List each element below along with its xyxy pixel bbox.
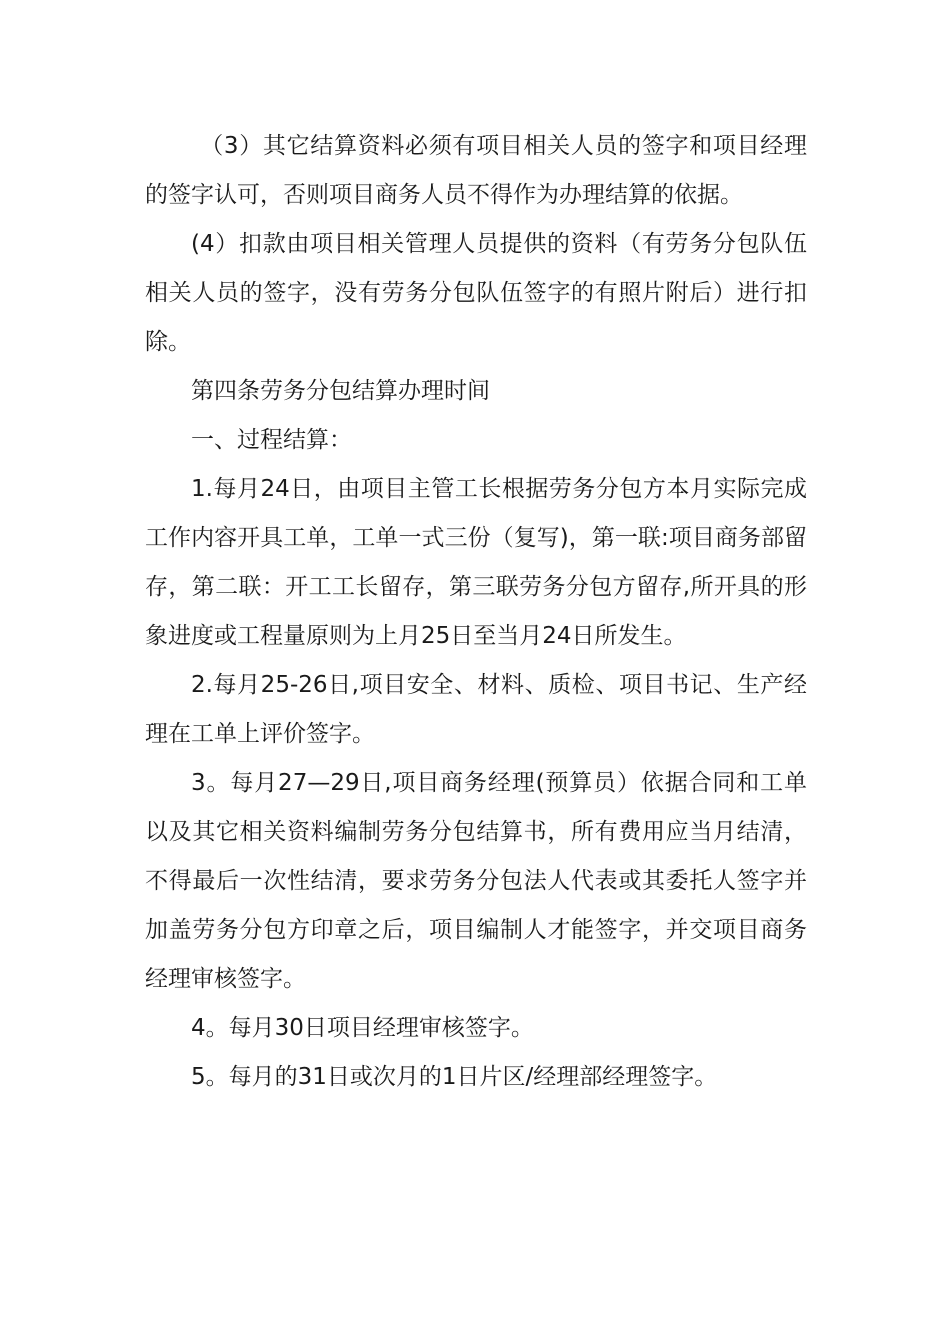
paragraph-deductions: (4）扣款由项目相关管理人员提供的资料（有劳务分包队伍相关人员的签字，没有劳务分包队伍签字的有照片附后）进行扣除。 (145, 231, 807, 355)
paragraph-step-4: 4。每月30日项目经理审核签字。 (191, 1015, 534, 1041)
paragraph-step-5: 5。每月的31日或次月的1日片区/经理部经理签字。 (191, 1064, 718, 1090)
paragraph-settlement-signatures: （3）其它结算资料必须有项目相关人员的签字和项目经理的签字认可，否则项目商务人员不得作为办理结算的依据。 (145, 133, 807, 208)
paragraph-step-2: 2.每月25-26日,项目安全、材料、质检、项目书记、生产经理在工单上评价签字。 (145, 672, 807, 747)
section-heading-article-four: 第四条劳务分包结算办理时间 (191, 378, 490, 404)
document-body (145, 122, 807, 1102)
paragraph-step-1: 1.每月24日，由项目主管工长根据劳务分包方本月实际完成工作内容开具工单，工单一式三份（复写)，第一联:项目商务部留存，第二联：开工工长留存，第三联劳务分包方留存,所开具的形象进度或工程量原则为上月25日至当月24日所发生。 (145, 476, 807, 649)
subheading-process-settlement: 一、过程结算： (191, 427, 352, 453)
paragraph-step-3: 3。每月27—29日,项目商务经理(预算员）依据合同和工单以及其它相关资料编制劳务分包结算书，所有费用应当月结清，不得最后一次性结清，要求劳务分包法人代表或其委托人签字并加盖劳务分包方印章之后，项目编制人才能签字，并交项目商务经理审核签字。 (145, 770, 807, 992)
